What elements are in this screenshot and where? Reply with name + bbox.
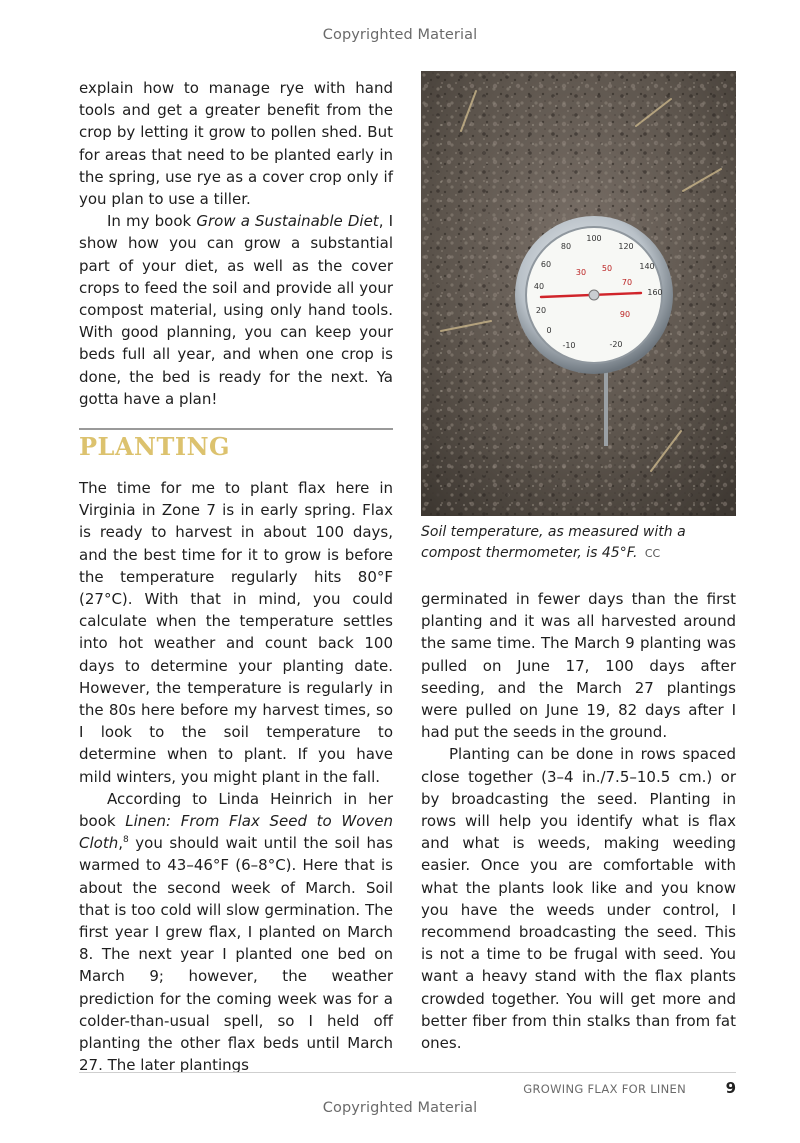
book-title: Grow a Sustainable Diet [196,212,379,231]
copyright-watermark-bottom: Copyrighted Material [322,1100,478,1116]
text-run: According to Linda Heinrich in her book [79,789,393,831]
section-divider [79,428,393,430]
svg-text:50: 50 [601,264,613,273]
svg-text:0: 0 [546,326,552,335]
copyright-watermark-top: Copyrighted Material [322,27,478,43]
left-column-bottom-text [79,477,393,1076]
soil-thermometer-photo [421,71,736,516]
caption-text: Soil temperature, as measured with a compost thermometer, is 45°F. [421,524,686,561]
book-title: Linen: From Flax Seed to Woven Cloth [79,812,393,853]
svg-text:60: 60 [540,260,552,269]
svg-text:40: 40 [533,282,545,291]
svg-text:30: 30 [575,268,587,277]
photo-caption [421,522,736,564]
svg-text:70: 70 [621,278,633,287]
text-run: In my book [107,212,197,231]
text-run: you should wait until the soil has warmed to 43–46°F (6–8°C). Here that is about the second week of March. Soil that is too cold will slow germination. The first year I grew flax, I planted on March 8. The next year I planted one bed on March 9; however, the weather prediction for the coming week was for a colder-than-usual spell, so I held off planting the other flax beds until March 27. The later plantings [79,834,393,1075]
svg-text:100: 100 [586,234,602,243]
running-head: GROWING FLAX FOR LINEN [523,1082,686,1096]
caption-credit: CC [644,546,661,560]
paragraph: explain how to manage rye with hand tools and get a greater benefit from the crop by letting it grow to pollen shed. But for areas that need to be planted early in the spring, use rye as a cover crop only if you plan to use a tiller. [79,79,393,209]
section-heading: PLANTING [79,432,230,461]
left-column-top-text [79,77,393,410]
svg-text:160: 160 [647,288,663,297]
svg-text:120: 120 [618,242,634,251]
footnote-marker: 8 [123,835,129,846]
svg-text:140: 140 [639,262,655,271]
right-column-text [421,588,736,1054]
svg-text:-10: -10 [562,341,576,350]
svg-text:80: 80 [560,242,572,251]
paragraph [79,210,393,410]
paragraph: Planting can be done in rows spaced close together (3–4 in./7.5–10.5 cm.) or by broadcasting the seed. Planting in rows will help you identify what is flax and what is weeds, making weeding easier. Once you are comfortable with what the plants look like and you know you have the weeds under control, I recommend broadcasting the seed. This is not a time to be frugal with seed. You want a heavy stand with the flax plants crowded together. You will get more and better fiber from thin stalks than from fat ones. [421,745,736,1053]
page-number: 9 [725,1079,736,1097]
paragraph: germinated in fewer days than the first planting and it was all harvested around the same time. The March 9 planting was pulled on June 17, 100 days after seeding, and the March 27 plantings were pulled on June 19, 82 days after I had put the seeds in the ground. [421,590,736,742]
svg-text:90: 90 [619,310,631,319]
paragraph: The time for me to plant flax here in Virginia in Zone 7 is in early spring. Flax is ready to harvest in about 100 days, and the best time for it to grow is before the temperature regularly hits 80°F (27°C). With that in mind, you could calculate when the temperature settles into hot weather and count back 100 days to determine your planting date. However, the temperature is regularly in the 80s here before my harvest times, so I look to the soil temperature to determine when to plant. If you have mild winters, you might plant in the fall. [79,479,393,786]
svg-text:-20: -20 [609,340,623,349]
paragraph: According to Linda Heinrich in her book Linen: From Flax Seed to Woven Cloth,$^8$ you should wait until the soil has warmed to 43–46°F (6–8°C). Here that is about the second week of March. Soil that is too cold will slow germination. The first year I grew flax, I planted on March 8. The next year I planted one bed on March 9; however, the weather prediction for the coming week was for a colder-than-usual spell, so I held off planting the other flax beds until March 27. The later plantings [79,789,393,1075]
svg-text:20: 20 [535,306,547,315]
text-run: , I show how you can grow a substantial part of your diet, as well as the cover crops to feed the soil and provide all your compost material, using only hand tools. With good planning, you can keep your beds full all year, and when one crop is done, the bed is ready for the next. Ya gotta have a plan! [79,212,394,408]
footer-divider [79,1072,736,1073]
